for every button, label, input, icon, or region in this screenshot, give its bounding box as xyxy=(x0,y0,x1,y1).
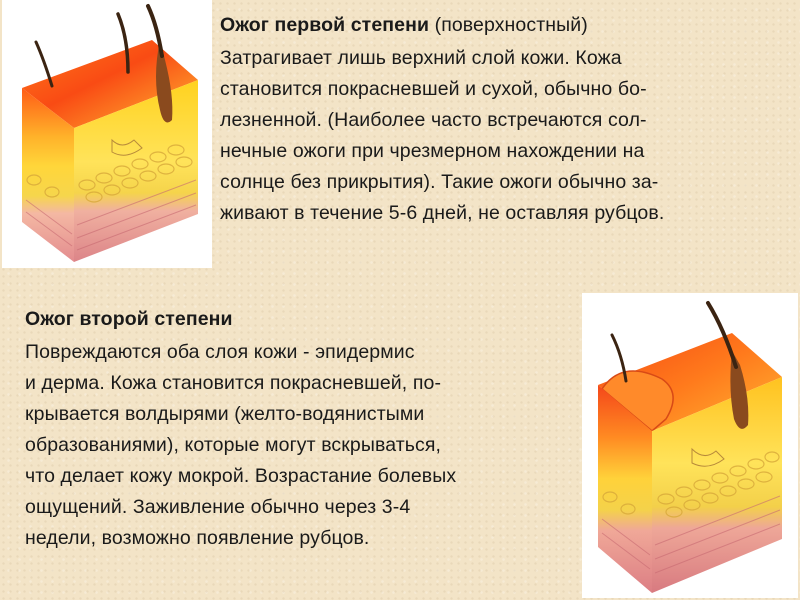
hair-strand xyxy=(36,42,52,86)
skin-cross-section-diagram xyxy=(2,0,212,268)
para-line: крывается волдырями (желто-водянистыми xyxy=(25,403,425,425)
para-line: живают в течение 5-6 дней, не оставляя рубцов. xyxy=(220,202,665,224)
para-line: ощущений. Заживление обычно через 3-4 xyxy=(25,496,411,518)
para-line: что делает кожу мокрой. Возрастание болевых xyxy=(25,465,457,487)
section-title: Ожог первой степени xyxy=(220,14,430,36)
second-degree-burn-section xyxy=(25,304,568,554)
para-line: нечные ожоги при чрезмерном нахождении на xyxy=(220,140,645,162)
para-line: Повреждаются оба слоя кожи - эпидермис xyxy=(25,341,415,363)
para-line: Затрагивает лишь верхний слой кожи. Кожа xyxy=(220,47,622,69)
first-degree-burn-illustration xyxy=(2,0,212,268)
second-degree-burn-illustration xyxy=(582,293,798,598)
section-subtitle: (поверхностный) xyxy=(429,14,588,36)
para-line: лезненной. (Наиболее часто встречаются сол- xyxy=(220,109,647,131)
skin-cross-section-diagram xyxy=(582,293,798,598)
para-line: солнце без прикрытия). Такие ожоги обычно за- xyxy=(220,171,659,193)
para-line: недели, возможно появление рубцов. xyxy=(25,527,370,549)
para-line: становится покрасневшей и сухой, обычно бо- xyxy=(220,78,647,100)
first-degree-burn-section xyxy=(220,10,782,229)
section-title: Ожог второй степени xyxy=(25,308,233,330)
section-heading xyxy=(220,10,782,41)
section-heading xyxy=(25,304,568,335)
para-line: образованиями), которые могут вскрываться, xyxy=(25,434,442,456)
para-line: и дерма. Кожа становится покрасневшей, по- xyxy=(25,372,442,394)
